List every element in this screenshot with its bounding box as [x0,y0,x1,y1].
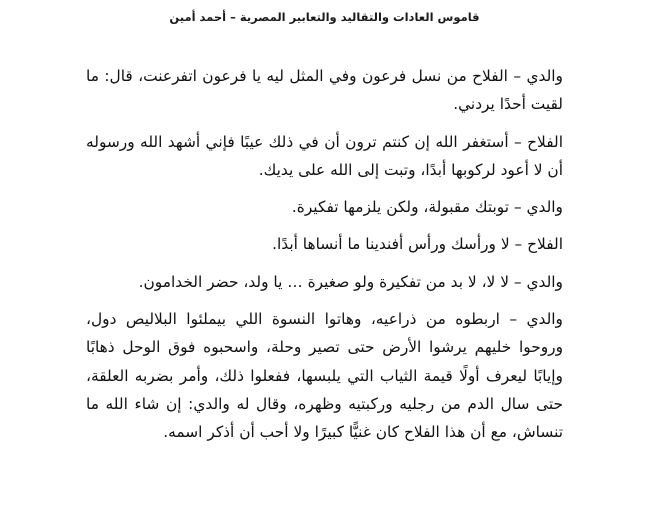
paragraph: والدي – لا لا، لا بد من تفكيرة ولو صغيرة … يا ولد، حضر الخدامون. [138,272,563,291]
paragraph: الفلاح – أستغفر الله إن كنتم ترون أن في ذلك عيبًا فإني أشهد الله ورسوله أن لا أعود لركوبها أبدًا، وتبت إلى الله على يديك. [86,132,563,179]
paragraph: الفلاح – لا ورأسك ورأس أفندينا ما أنساها أبدًا. [272,235,563,254]
running-header: قاموس العادات والتقاليد والتعابير المصرية – أحمد أمين [169,10,480,24]
paragraph: والدي – توبتك مقبولة، ولكن يلزمها تفكيرة. [291,198,563,217]
body-text [86,62,563,447]
paragraph: والدي – اربطوه من ذراعيه، وهاتوا النسوة اللي بيملئوا البلاليص دول، وروحوا خليهم يرشوا الأرض حتى تصير وحلة، واسحبوه فوق الوحل ذهابًا وإيابًا ليعرف أولًا قيمة الثياب التي يلبسها، ففعلوا ذلك، وأمر بضربه العلقة، حتى سال الدم من رجليه وركبتيه وظهره، وقال له والدي: إن شاء الله ما تنساش، مع أن هذا الفلاح كان غنيًّا كبيرًا ولا أحب أن أذكر اسمه. [86,310,563,442]
paragraph: والدي – الفلاح من نسل فرعون وفي المثل ليه يا فرعون اتفرعنت، قال: ما لقيت أحدًا يردني. [86,67,563,114]
